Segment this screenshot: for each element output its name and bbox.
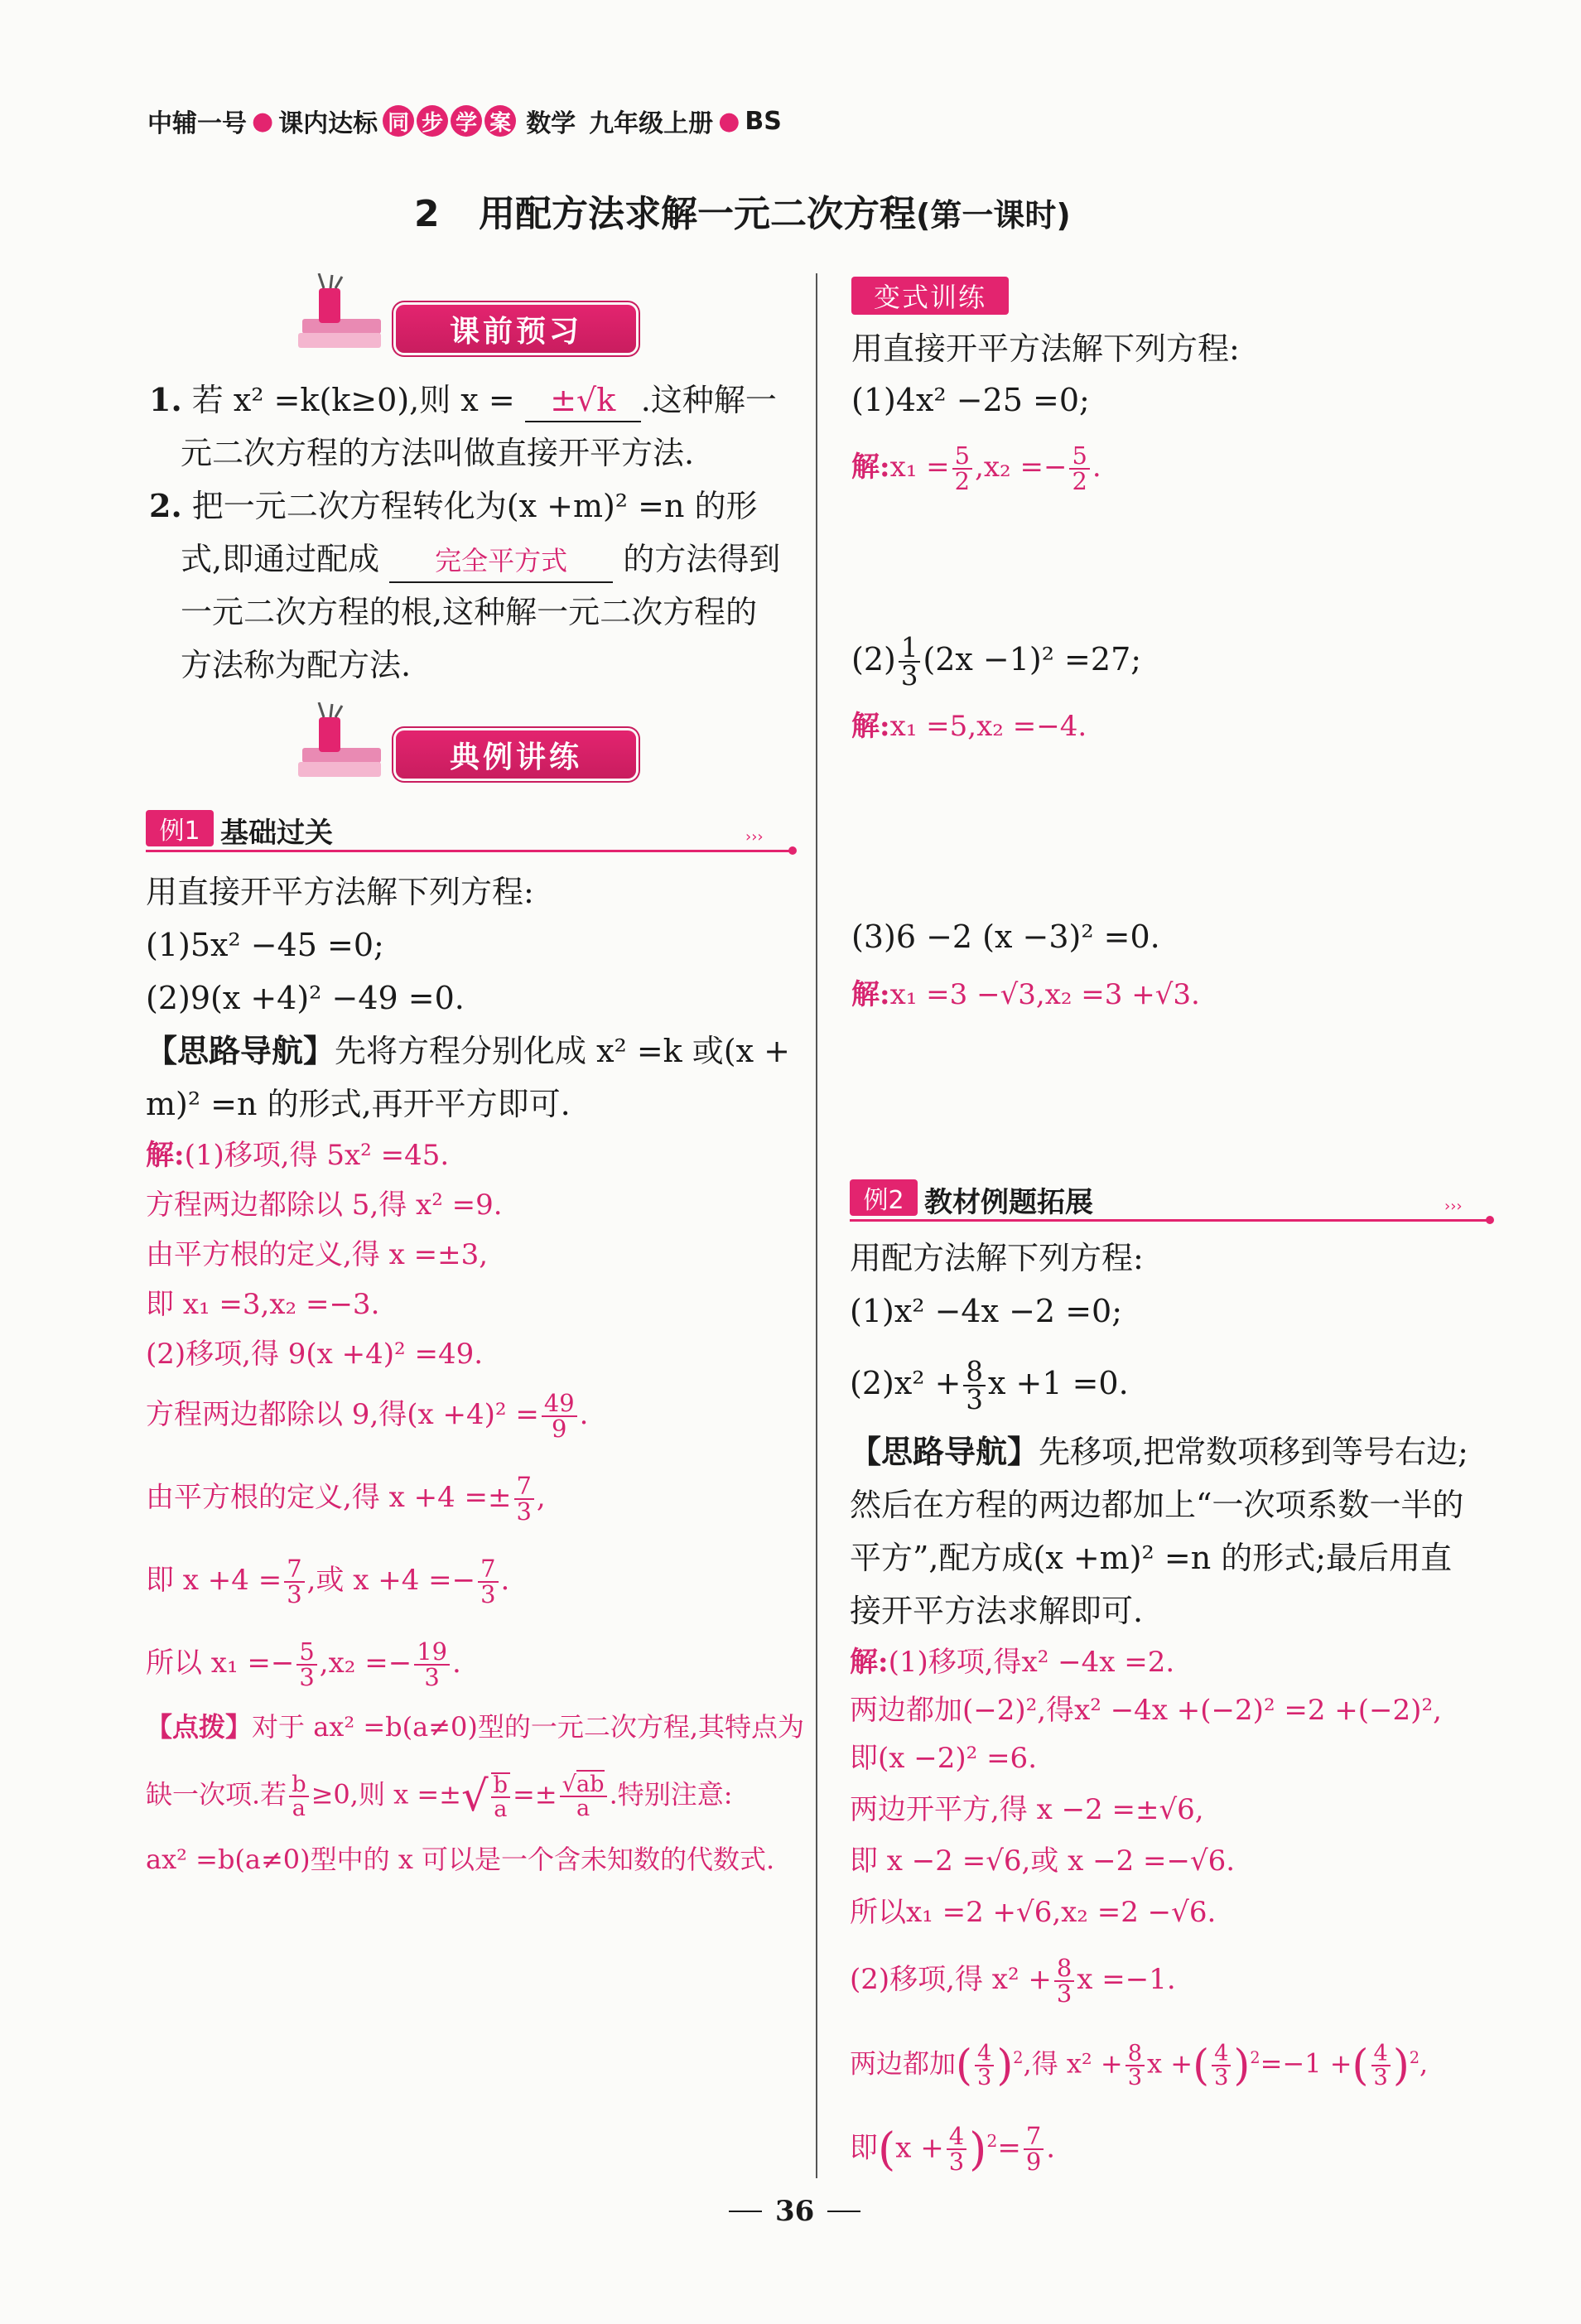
example1-prompt: 用直接开平方法解下列方程: bbox=[146, 874, 534, 910]
example1-solution-6: 方程两边都除以 9,得(x +4)² = $\frac{49}{9}$ . bbox=[146, 1389, 589, 1443]
answer-blank: 完全平方式 bbox=[389, 540, 613, 583]
variant-answer-3: 解:x₁ =3 −√3,x₂ =3 +√3. bbox=[851, 978, 1200, 1011]
fraction: $\frac{7}{9}$ bbox=[1024, 2124, 1044, 2174]
lesson-main: 用配方法求解一元二次方程 bbox=[478, 193, 916, 235]
example1-eq2: (2)9(x +4)² −49 =0. bbox=[146, 980, 465, 1016]
arrows-icon: ››› bbox=[745, 828, 764, 846]
lesson-number: 2 bbox=[414, 193, 440, 235]
dot-icon: ● bbox=[252, 106, 274, 136]
fraction: $\frac{19}{3}$ bbox=[414, 1640, 450, 1690]
example2-guide-2: 然后在方程的两边都加上“一次项系数一半的 bbox=[850, 1487, 1464, 1523]
example1-tag: 例1 bbox=[146, 810, 214, 846]
variant-eq2: (2) $\frac{1}{3}$ (2x −1)² =27; bbox=[851, 632, 1142, 692]
variant-prompt: 用直接开平方法解下列方程: bbox=[851, 330, 1240, 367]
fraction: $\frac{8}{3}$ bbox=[963, 1358, 986, 1414]
brand: 中辅一号 bbox=[147, 109, 247, 138]
preview-q2-line3: 一元二次方程的根,这种解一元二次方程的 bbox=[181, 594, 758, 630]
fraction: $\frac{5}{2}$ bbox=[952, 444, 972, 494]
example2-eq1: (1)x² −4x −2 =0; bbox=[850, 1293, 1123, 1329]
rule-dot bbox=[1486, 1216, 1494, 1224]
fraction: $\frac{b}{a}$ bbox=[289, 1773, 308, 1820]
fraction: $\frac{5}{2}$ bbox=[1069, 444, 1089, 494]
books-icon bbox=[294, 702, 393, 785]
example2-solution-9: 即(x + $\frac{4}{3}$ )$^2$= $\frac{7}{9}$ . bbox=[850, 2122, 1056, 2177]
example2-solution-5: 即 x −2 =√6,或 x −2 =−√6. bbox=[850, 1844, 1236, 1878]
fraction: $\frac{4}{3}$ bbox=[947, 2124, 966, 2174]
example1-solution-5: (2)移项,得 9(x +4)² =49. bbox=[146, 1338, 484, 1371]
variant-answer-2: 解:x₁ =5,x₂ =−4. bbox=[851, 710, 1087, 743]
subject: 数学 bbox=[526, 109, 576, 138]
edition: BS bbox=[745, 106, 782, 136]
example2-solution-1: 解:(1)移项,得x² −4x =2. bbox=[850, 1646, 1175, 1679]
preview-q2-line2: 式,即通过配成 完全平方式 的方法得到 bbox=[181, 538, 780, 583]
example1-solution-7: 由平方根的定义,得 x +4 =± $\frac{7}{3}$ , bbox=[146, 1472, 546, 1526]
example1-solution-9: 所以 x₁ =− $\frac{5}{3}$ ,x₂ =− $\frac{19}{3}$ . bbox=[146, 1637, 461, 1691]
fraction: $\frac{1}{3}$ bbox=[899, 634, 921, 690]
fraction: $\frac{8}{3}$ bbox=[1054, 1956, 1074, 2006]
example1-solution-2: 方程两边都除以 5,得 x² =9. bbox=[146, 1189, 503, 1222]
example2-rule bbox=[850, 1219, 1489, 1222]
example1-tip-1: 【点拨】对于 ax² =b(a≠0)型的一元二次方程,其特点为 bbox=[146, 1711, 805, 1743]
column-divider bbox=[816, 273, 817, 2178]
example2-guide-1: 【思路导航】先移项,把常数项移到等号右边; bbox=[850, 1433, 1468, 1470]
example1-tip-3: ax² =b(a≠0)型中的 x 可以是一个含未知数的代数式. bbox=[146, 1844, 775, 1875]
example2-eq2: (2)x² + $\frac{8}{3}$ x +1 =0. bbox=[850, 1356, 1129, 1416]
example1-rule bbox=[146, 850, 792, 852]
fraction: $\frac{7}{3}$ bbox=[284, 1557, 304, 1607]
example1-eq1: (1)5x² −45 =0; bbox=[146, 927, 384, 963]
variant-eq3: (3)6 −2 (x −3)² =0. bbox=[851, 919, 1160, 955]
example2-solution-4: 两边开平方,得 x −2 =±√6, bbox=[850, 1793, 1204, 1826]
fraction: $\frac{5}{3}$ bbox=[296, 1640, 316, 1690]
series-name: 课内达标 bbox=[278, 109, 378, 138]
variant-tag: 变式训练 bbox=[851, 277, 1009, 315]
fraction: $\frac{√ab}{a}$ bbox=[560, 1773, 607, 1820]
example2-guide-3: 平方”,配方成(x +m)² =n 的形式;最后用直 bbox=[850, 1540, 1453, 1576]
rule-dot bbox=[788, 846, 797, 855]
fraction: $\frac{7}{3}$ bbox=[514, 1474, 534, 1524]
example1-solution-4: 即 x₁ =3,x₂ =−3. bbox=[146, 1288, 380, 1321]
example2-solution-7: (2)移项,得 x² + $\frac{8}{3}$ x =−1. bbox=[850, 1954, 1176, 2008]
example2-guide-4: 接开平方法求解即可. bbox=[850, 1593, 1144, 1629]
example1-tip-2: 缺一次项.若 $\frac{b}{a}$ ≥0,则 x =±√ $\frac{b}{a}$ =± $\frac{√ab}{a}$ .特别注意: bbox=[146, 1772, 733, 1823]
fraction: $\frac{8}{3}$ bbox=[1125, 2042, 1145, 2089]
example2-prompt: 用配方法解下列方程: bbox=[850, 1240, 1144, 1276]
example1-guide-2: m)² =n 的形式,再开平方即可. bbox=[146, 1086, 571, 1122]
example1-solution-3: 由平方根的定义,得 x =±3, bbox=[146, 1238, 489, 1271]
page-number: 36 bbox=[729, 2195, 860, 2228]
example2-solution-6: 所以x₁ =2 +√6,x₂ =2 −√6. bbox=[850, 1896, 1217, 1929]
section-banner-preview: 课前预习 bbox=[396, 305, 636, 353]
preview-q1-line2: 元二次方程的方法叫做直接开平方法. bbox=[181, 435, 695, 471]
variant-answer-1: 解:x₁ = $\frac{5}{2}$ ,x₂ =− $\frac{5}{2}$ . bbox=[851, 441, 1101, 495]
answer-blank: ±√k bbox=[525, 379, 641, 422]
variant-eq1: (1)4x² −25 =0; bbox=[851, 382, 1090, 418]
example1-title: 基础过关 bbox=[220, 817, 333, 850]
preview-q1-line1: 1. 若 x² =k(k≥0),则 x = ±√k .这种解一 bbox=[149, 379, 777, 422]
example2-solution-8: 两边都加( $\frac{4}{3}$ )$^2$,得 x² + $\frac{8}{3}$ x +( $\frac{4}{3}$ )$^2$=−1 +( $\frac{4}{3}$ )$^2$, bbox=[850, 2040, 1429, 2091]
fraction: $\frac{4}{3}$ bbox=[975, 2042, 994, 2089]
preview-q2-line1: 2. 把一元二次方程转化为(x +m)² =n 的形 bbox=[149, 487, 758, 524]
sqrt-icon: √ bbox=[460, 1772, 489, 1822]
fraction: $\frac{4}{3}$ bbox=[1212, 2042, 1231, 2089]
lesson-sub: (第一课时) bbox=[915, 197, 1071, 234]
books-icon bbox=[294, 273, 393, 356]
lesson-title bbox=[414, 184, 1071, 237]
example2-tag: 例2 bbox=[850, 1179, 918, 1216]
dot-icon: ● bbox=[718, 106, 740, 136]
example1-solution-1: 解:(1)移项,得 5x² =45. bbox=[146, 1139, 450, 1172]
badge: 同 步 学 案 bbox=[383, 105, 516, 137]
example1-guide-1: 【思路导航】先将方程分别化成 x² =k 或(x + bbox=[146, 1032, 790, 1069]
section-banner-examples: 典例讲练 bbox=[396, 730, 636, 779]
grade: 九年级上册 bbox=[589, 109, 714, 138]
page-header bbox=[147, 103, 782, 139]
example2-title: 教材例题拓展 bbox=[924, 1186, 1093, 1219]
fraction: $\frac{49}{9}$ bbox=[542, 1391, 577, 1441]
fraction: $\frac{7}{3}$ bbox=[478, 1557, 498, 1607]
arrows-icon: ››› bbox=[1444, 1198, 1463, 1215]
example2-solution-2: 两边都加(−2)²,得x² −4x +(−2)² =2 +(−2)², bbox=[850, 1694, 1442, 1727]
fraction: $\frac{b}{a}$ bbox=[491, 1772, 510, 1820]
example2-solution-3: 即(x −2)² =6. bbox=[850, 1742, 1037, 1775]
fraction: $\frac{4}{3}$ bbox=[1371, 2042, 1391, 2089]
example1-solution-8: 即 x +4 = $\frac{7}{3}$ ,或 x +4 =− $\frac{7}{3}$ . bbox=[146, 1555, 510, 1608]
preview-q2-line4: 方法称为配方法. bbox=[181, 647, 412, 683]
